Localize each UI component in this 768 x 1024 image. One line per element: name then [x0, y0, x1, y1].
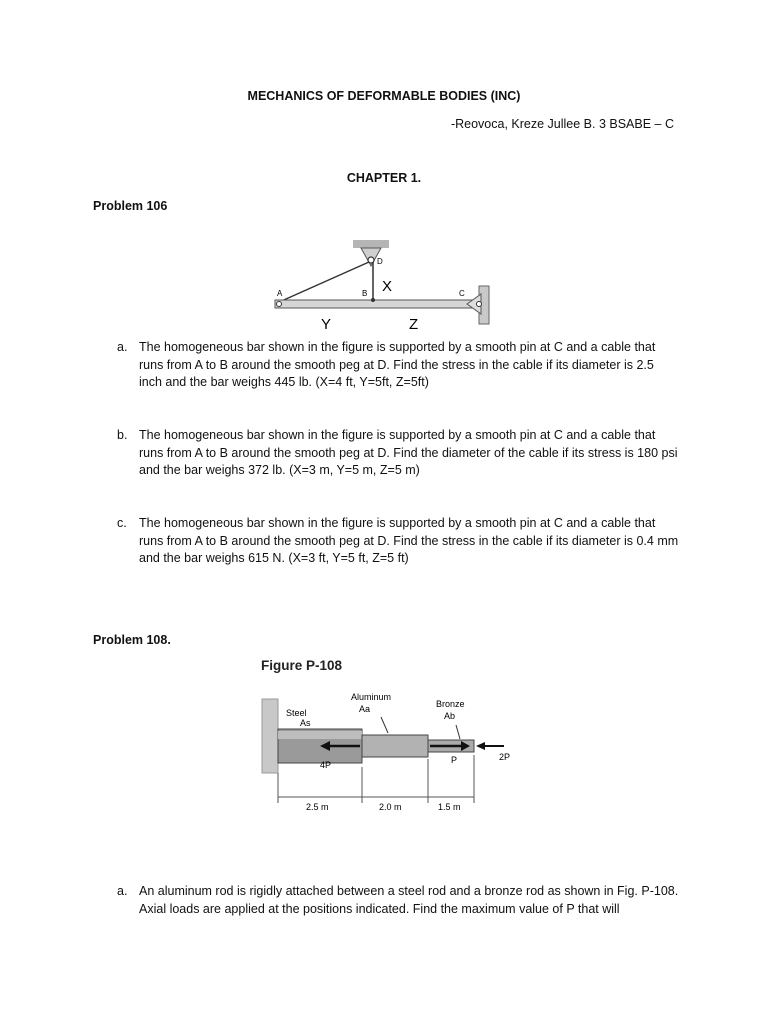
label-z: Z [409, 316, 419, 333]
problem-106-heading: Problem 106 [93, 199, 168, 213]
cable-a-d [277, 262, 369, 303]
chapter-heading: CHAPTER 1. [346, 171, 422, 185]
item-letter: c. [117, 516, 127, 530]
aluminum-area-label: Aa [359, 704, 371, 714]
item-text: The homogeneous bar shown in the figure is supported by a smooth pin at C and a cable that runs from A to B around the smooth peg at D. Find the stress in the cable if its diameter is 0.4 mm and the bar weighs 615 N. (X=3 ft, Y=5 ft, Z=5 ft) [139, 516, 679, 565]
item-text: The homogeneous bar shown in the figure is supported by a smooth pin at C and a cable that runs from A to B around the smooth peg at D. Find the diameter of the cable if its stress is 180 psi and the bar weighs 372 lb. (X=3 m, Y=5 m, Z=5 m) [139, 428, 678, 477]
problem-108-figure [258, 655, 524, 820]
label-b: B [362, 289, 368, 298]
item-letter: b. [117, 428, 128, 442]
steel-area-label: As [300, 718, 311, 728]
homogeneous-bar [275, 300, 483, 308]
steel-label: Steel [286, 708, 307, 718]
aluminum-label: Aluminum [351, 692, 392, 702]
bronze-label: Bronze [436, 699, 465, 709]
label-x: X [382, 278, 393, 295]
bronze-area-label: Ab [444, 711, 456, 721]
label-c: C [459, 289, 465, 298]
pin-c [477, 302, 482, 307]
label-a: A [277, 289, 283, 298]
problem-106-figure [255, 236, 495, 336]
dim-label-1: 2.5 m [306, 802, 329, 812]
problem-108-heading: Problem 108. [93, 633, 171, 647]
load-4p-label: 4P [320, 760, 332, 770]
item-letter: a. [117, 340, 128, 354]
document-title: MECHANICS OF DEFORMABLE BODIES (INC) [247, 89, 521, 103]
fixed-wall [262, 699, 278, 773]
dim-label-2: 2.0 m [379, 802, 402, 812]
problem-106-item-c [117, 515, 677, 569]
label-d: D [377, 257, 383, 266]
item-text: An aluminum rod is rigidly attached between a steel rod and a bronze rod as shown in Fig. P-108. Axial loads are applied at the positions indicated. Find the maximum value of P that will [139, 884, 679, 916]
aluminum-rod [362, 735, 428, 757]
label-y: Y [321, 316, 332, 333]
dim-label-3: 1.5 m [438, 802, 461, 812]
problem-106-item-b [117, 427, 677, 481]
ceiling-support [353, 240, 389, 248]
arrow-2p-head [476, 742, 485, 750]
aluminum-leader [381, 717, 388, 733]
load-p-label: P [451, 755, 458, 765]
bronze-leader [456, 725, 460, 739]
steel-rod-highlight [278, 731, 362, 739]
point-a [277, 302, 282, 307]
problem-106-item-a [117, 339, 677, 393]
problem-108-item-a [117, 883, 677, 919]
point-b [371, 298, 375, 302]
item-letter: a. [117, 884, 128, 898]
load-2p-label: 2P [499, 752, 511, 762]
item-text: The homogeneous bar shown in the figure is supported by a smooth pin at C and a cable that runs from A to B around the smooth peg at D. Find the stress in the cable if its diameter is 2.5 inch and the bar weighs 445 lb. (X=4 ft, Y=5ft, Z=5ft) [139, 340, 656, 389]
author-line: -Reovoca, Kreze Jullee B. 3 BSABE – C [450, 117, 674, 131]
figure-title: Figure P-108 [261, 658, 343, 673]
